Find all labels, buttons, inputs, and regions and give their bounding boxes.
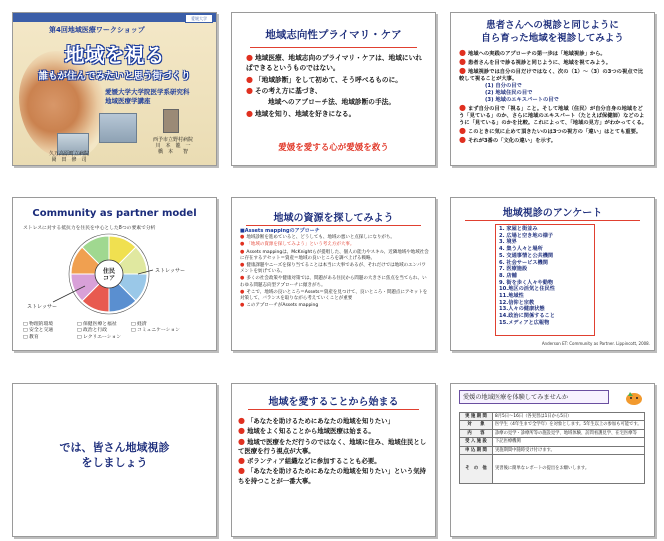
bullet-item: ● 「あなたを助けるためにあなたの地域を知りたい」 (238, 416, 394, 425)
message-line-2: をしましょう (81, 456, 148, 469)
bullet-item: ● 地域をよく知ることから地域医療は始まる。 (238, 426, 375, 436)
bullet-item: ● 「地域診断」をして初めて、そう呼べるものに。 (246, 74, 402, 84)
table-row: 実 施 期 間 8月5日〜16日（各実習は1日から5日） (460, 413, 645, 421)
mascot-icon (624, 390, 644, 406)
legend-item: □ 政治と行政 (77, 328, 108, 334)
legend-item: □ レクリエーション (77, 334, 122, 340)
slide-7[interactable] (12, 383, 217, 537)
bullet-item: ● このアプローチがAssets mapping (240, 302, 319, 309)
table-row: 申 込 期 間 実施期間中随時受け付けます。 (460, 446, 645, 454)
table-row: 対 象 医学生（4年生まで全学年）を対象とします。5年生以上の参加も可能です。 (460, 421, 645, 429)
slide-7-message (13, 440, 216, 470)
org-line-1: 愛媛大学大学院医学系研究科 (105, 88, 190, 96)
list-item: 11.地域性 (499, 293, 524, 300)
right-caption (153, 137, 193, 155)
legend (23, 322, 185, 341)
slide-2-footer: 愛媛を愛する心が愛媛を救う (278, 143, 389, 153)
list-item: 10.地区の活気と住民性 (499, 286, 555, 293)
bullet-item: ● 地域視診では自分の目だけではなく、次の（1）〜（3）の3つの視点で比較して視ることが大事。 (459, 66, 644, 82)
list-item: 14.政治に関係すること (499, 313, 555, 320)
org-line-2: 地域医療学講座 (105, 97, 151, 105)
wheel-core-label: コア (102, 275, 116, 282)
bullet-item: ● Assets mappingは、McKnightらが提唱した、個人の能力やスキル、近隣地域や地域社会に存在するアセット＝資産＝地域の良いところを調べ上げる戦略。 (240, 248, 429, 261)
viewpoint: (3) 地域のエキスパートの目で (485, 97, 559, 103)
divider (248, 409, 419, 410)
workshop-label: 第4回地域医療ワークショップ (49, 26, 145, 34)
bullet-item: ● 「地域の資源を探してみよう」という考え方が大事。 (240, 241, 355, 248)
slide-3[interactable] (450, 12, 655, 166)
person-photo (163, 109, 179, 133)
legend-item: □ 安全と交通 (23, 328, 54, 334)
survey-list (495, 224, 595, 336)
bullet-item: ● それが3番の「文化の違い」を示す。 (459, 135, 556, 144)
right-caption-1: 西予市立野村病院 (153, 137, 194, 143)
viewpoint: (1) 自分の目で (485, 83, 522, 89)
slide-4-title: Community as partner model (32, 208, 197, 219)
main-title: 地域を視る (64, 43, 165, 67)
wheel-core-label: 住民 (102, 268, 116, 275)
slide-5-body (240, 228, 429, 309)
slide-2-title: 地域志向性プライマリ・ケア (265, 29, 402, 41)
bullet-item: ● 「あなたを助けるためにあなたの地域を知りたい」という気持ちを持つことが一番大事。 (238, 466, 426, 485)
slide-2-body (246, 53, 427, 121)
slide-5-title: 地域の資源を探してみよう (273, 213, 394, 224)
list-item: 9. 街を歩く人々や動物 (499, 279, 554, 286)
indent-line: 地域へのアプローチ法、地域診断の手法。 (268, 98, 396, 107)
bullet-item: ● 地域を知り、地域を好きになる。 (246, 108, 356, 118)
slide-4[interactable] (12, 197, 217, 351)
bullet-item: ● 地域診断を進めていると、どうしても、地域の悪いと点探しになりがち。 (240, 234, 395, 241)
list-item: 5. 交通事情と公共機関 (499, 252, 554, 259)
list-item: 13.人々の健康状態 (499, 306, 545, 313)
bullet-item: ● このときに気に止めて頂きたいのは3つの視方の「違い」はとても重要。 (459, 126, 642, 135)
university-logo: 愛媛大学 (185, 14, 213, 23)
list-item: 1. 家屋と街並み (499, 226, 538, 232)
stressor-label-right: ストレッサー (155, 268, 185, 274)
bullet-item: ● 多くの社会政策や健康対策では、問題がある住民から問題の大きさに焦点を当てられ、いわゆる問題志向型アプローチに傾きがち。 (240, 275, 427, 288)
slide-8-body (238, 416, 429, 486)
bullet-item: ● その考え方に基づき、 (246, 86, 322, 96)
slide-6-title: 地域視診のアンケート (502, 208, 603, 219)
message-line-1: では、皆さん地域視診 (59, 441, 170, 454)
table-row: 内 容 診療の見学・診療所等の施設見学、地域体験、訪問看護見学、在宅医療等 (460, 429, 645, 437)
bullet-item: ● 地域への実践のアプローチの第一歩は「地域視診」から。 (459, 48, 606, 57)
slide-3-body (459, 49, 648, 145)
divider (465, 220, 640, 221)
legend-item: □ 教育 (23, 334, 39, 340)
list-item: 2. 広場と空き地の様子 (499, 232, 554, 239)
list-item: 3. 境界 (499, 239, 517, 246)
legend-item: □ 経済 (131, 322, 147, 327)
stressor-label-left: ストレッサー (27, 304, 57, 310)
slide-3-title (451, 19, 654, 45)
table-row: そ の 他 実習後に簡単なレポートの提出をお願いします。 (460, 455, 645, 484)
bullet-item: ● そこで、地域の良いところ＝Assets＝資産を見つけて、良いところ・問題点にアセットを対策して、バランスを取りながら考えていくことが重要 (240, 288, 428, 302)
right-caption-3: 橋 本 智 (158, 149, 189, 155)
section-heading: ■Assets mappingのアプローチ (240, 228, 320, 234)
bullet-item: ● まず自分の目で「視る」こと。そして地域（住民）が自分自身の地域をどう「見ている」のか、さらに地域のエキスパート（たとえば保健師）などのように「見ている」のかを比較。これによって、「地域の見方」がわかってくる。 (459, 103, 647, 126)
legend-item: □ コミュニケーション (131, 328, 180, 334)
left-caption (49, 151, 89, 163)
slide-9[interactable] (450, 383, 655, 537)
list-item: 8. 店舗 (499, 272, 517, 279)
slide-8-title: 地域を愛することから始まる (268, 397, 399, 408)
bullet-item: ● 患者さんを目で診る視診と同じように、地域を視てみよう。 (459, 57, 612, 66)
slide-2[interactable] (231, 12, 436, 166)
list-item: 4. 集う人々と場所 (499, 246, 543, 253)
bullet-item: ● 健康課題やニーズを探り当てることは本当に大事であるが、それだけでは地域のエンパワメントを妨げている。 (240, 262, 426, 275)
slide-9-header: 愛媛の地域医療を体験してみませんか (459, 390, 609, 404)
list-item: 15.メディアと広報物 (499, 319, 550, 326)
viewpoint: (2) 地域住民の目で (485, 90, 533, 96)
divider (246, 225, 421, 226)
bullet-item: ● 地域医療、地域志向のプライマリ・ケアは、地域にいればできるというものではない。 (246, 53, 422, 72)
divider (250, 47, 417, 48)
title-line-2: 自ら育った地域を視診してみよう (481, 33, 624, 44)
slide-5[interactable] (231, 197, 436, 351)
title-line-1: 患者さんへの視診と同じように (486, 20, 619, 31)
info-table (459, 412, 645, 484)
right-caption-2: 川 本 龍 一 (155, 143, 191, 149)
left-caption-1: 久万高原町立病院 (49, 151, 90, 157)
main-subtitle: 誰もが住んでみたいと思う街づくり (38, 71, 191, 82)
list-item: 7. 医療施設 (499, 266, 528, 273)
left-caption-2: 岡 田 修 司 (51, 157, 87, 163)
legend-item: □ 保健医療と福祉 (77, 322, 117, 327)
slide-6[interactable] (450, 197, 655, 351)
slide-4-subtitle: ストレスに対する抵抗力を住民を中心とした8つの要素で分析 (23, 226, 156, 231)
citation: Anderson ET: Community as Partner. Lippincott, 2008. (541, 341, 650, 346)
list-item: 12.信仰と宗教 (499, 299, 535, 306)
legend-item: □ 物理的環境 (23, 322, 54, 327)
organization (105, 88, 190, 106)
bullet-item: ● ボランティア組織などに参加することも必要。 (238, 456, 381, 466)
community-wheel-diagram (13, 230, 216, 322)
slide-8[interactable] (231, 383, 436, 537)
table-row: 受 入 施 設 下記医療機関 (460, 438, 645, 446)
slide-1-title[interactable] (12, 12, 217, 166)
list-item: 6. 社会サービス機関 (499, 259, 548, 266)
hospital-photo-1 (99, 113, 137, 143)
bullet-item: ● 地域で医療をただ行うのではなく、地域に住み、地域住民として医療を行う視点が大事。 (238, 436, 427, 455)
